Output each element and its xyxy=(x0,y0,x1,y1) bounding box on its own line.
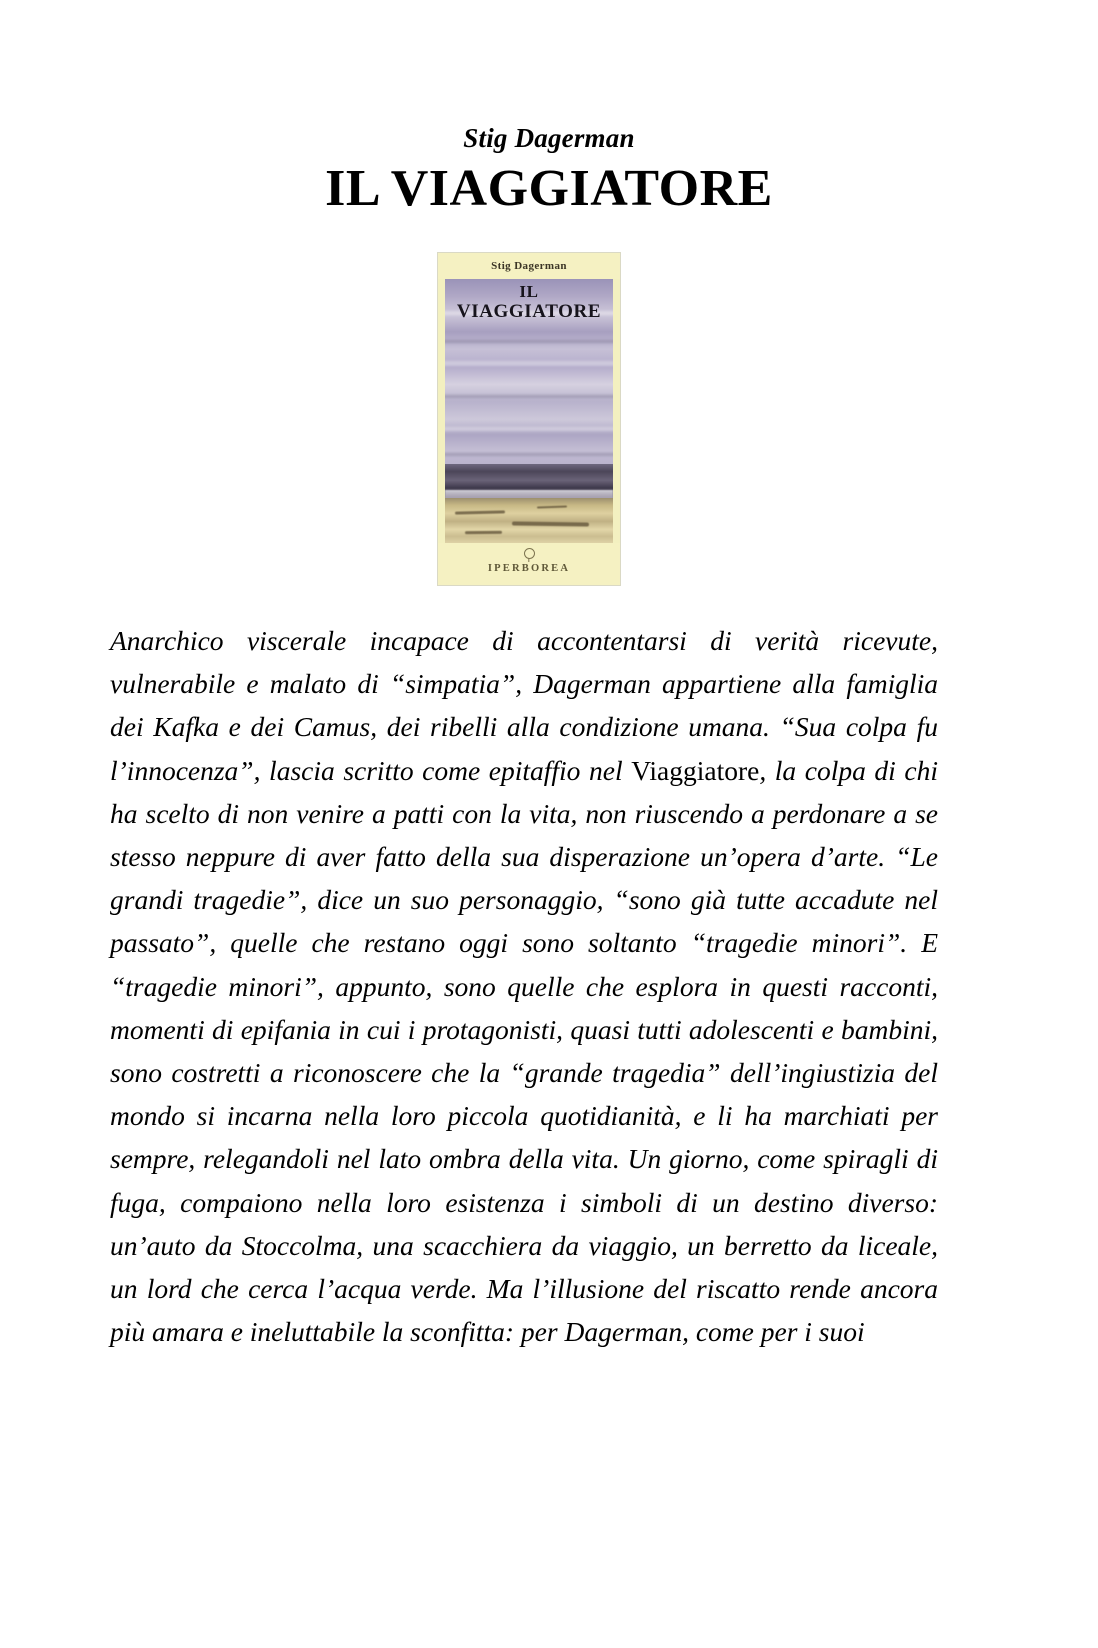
artwork-beach xyxy=(445,498,613,543)
cover-title-line-1: IL xyxy=(519,282,539,301)
cloud-streak xyxy=(445,340,613,343)
document-heading xyxy=(0,124,1098,218)
cloud-streak xyxy=(445,361,613,366)
cover-author-name: Stig Dagerman xyxy=(438,253,620,279)
blurb-text-part-2: , la colpa di chi ha scelto di non venire a patti con la vita, non riuscendo a perdonare a se stesso neppure di aver fatto della sua disperazione un’opera d’arte. “Le grandi tragedie”, dice un suo personaggio, “sono già tutte accadute nel passato”, quelle che restano oggi sono soltanto “tragedie minori”. E “tragedie minori”, appunto, sono quelle che esplora in questi racconti, momenti di epifania in cui i protagonisti, quasi tutti adolescenti e bambini, sono costretti a riconoscere che la “grande tragedia” dell’ingiustizia del mondo si incarna nella loro piccola quotidianità, e li ha marchiati per sempre, relegandoli nel lato ombra della vita. Un giorno, come spiragli di fuga, compaiono nella loro esistenza i simboli di un destino diverso: un’auto da Stoccolma, una scacchiera da viaggio, un berretto da liceale, un lord che cerca l’acqua verde. Ma l’illusione del riscatto rende ancora più amara e ineluttabile la sconfitta: per Dagerman, come per i suoi xyxy=(110,754,938,1348)
publisher-name: IPERBOREA xyxy=(487,563,571,574)
cover-title-line-2: VIAGGIATORE xyxy=(456,301,602,323)
cloud-streak xyxy=(445,453,613,456)
cloud-streak xyxy=(445,427,613,431)
work-title-mention: Viaggiatore xyxy=(631,754,760,786)
blurb-text-part-1: Anarchico viscerale incapace di accontentarsi di verità ricevute, vulnerabile e malato di “simpatia”, Dagerman appartiene alla famiglia dei Kafka e dei Camus, dei ribelli alla condizione umana. “Sua colpa fu l’innocenza”, lascia scritto come epitaffio nel xyxy=(110,625,938,786)
driftwood xyxy=(465,531,502,534)
page-title: IL VIAGGIATORE xyxy=(325,159,773,217)
cover-footer xyxy=(438,543,620,585)
publisher-logo-icon xyxy=(524,548,535,559)
cover-title xyxy=(446,283,612,323)
book-cover-image xyxy=(438,253,620,585)
author-name: Stig Dagerman xyxy=(463,123,635,153)
blurb-paragraph xyxy=(110,619,938,1353)
book-cover xyxy=(438,253,620,585)
cloud-streak xyxy=(445,395,613,398)
